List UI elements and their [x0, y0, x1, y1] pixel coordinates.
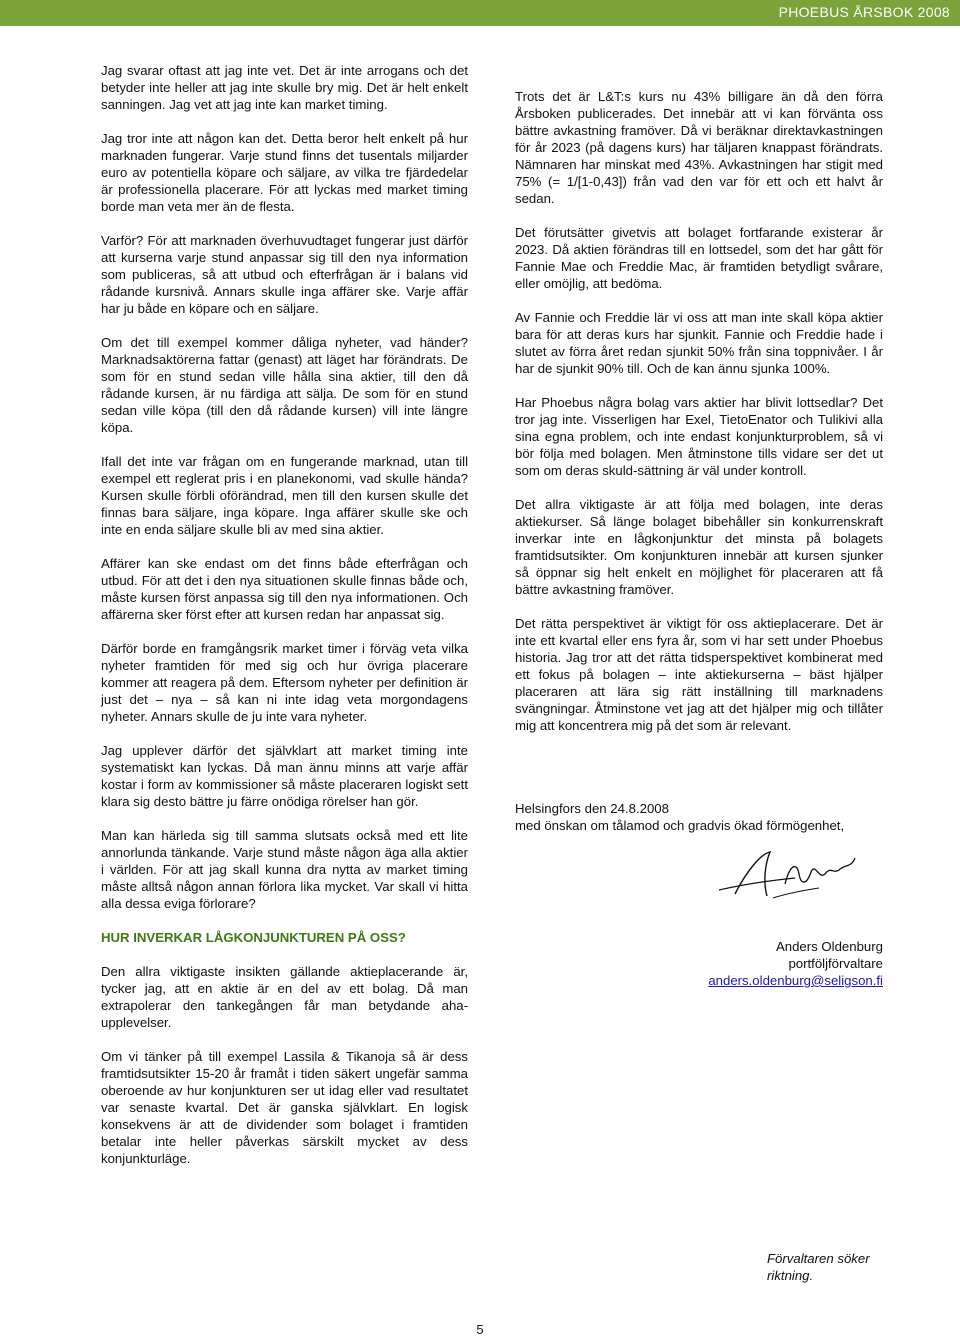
paragraph: Jag tror inte att någon kan det. Detta beror helt enkelt på hur marknaden fungerar. Varje stund finns det tusentals miljarder euro av potentiella köpare och säljare, av vilka tre fjärdedelar är professionella placerare. För att lyckas med market timing borde man veta mer än de flesta. [101, 131, 468, 214]
paragraph: Det rätta perspektivet är viktigt för oss aktieplacerare. Det är inte ett kvartal eller ens fyra år, som vi har sett under Phoebus historia. Jag tror att det rätta tidsperspektivet kombinerat med ett fokus på bolagen – inte aktiekurserna – bäst hjälper placeraren att lära sig rätt inställning till marknadens svängningar. Åtminstone vet jag att det hjälper mig och tillåter mig att koncentrera mig på det som är relevant. [515, 616, 883, 733]
header-title: PHOEBUS ÅRSBOK 2008 [778, 4, 950, 20]
paragraph: Ifall det inte var frågan om en fungerande marknad, utan till exempel ett reglerat pris i en planekonomi, vad skulle hända? Kursen skulle förbli oförändrad, men till den kursen skulle det finnas bara säljare, inga köpare. Inga affärer skulle ske och inte en enda säljare skulle bli av med sina aktier. [101, 454, 468, 537]
signer-role: portföljförvaltare [788, 956, 883, 971]
paragraph: Affärer kan ske endast om det finns både efterfrågan och utbud. För att det i den nya situationen skulle finnas både och, måste kursen först anpassa sig till den nya informationen. Och affärerna sker först efter att kursen redan har anpassat sig. [101, 556, 468, 622]
paragraph: Därför borde en framgångsrik market timer i förväg veta vilka nyheter framtiden för med sig och hur övriga placerare kommer att reagera på dem. Eftersom nyheter per definition är just det – nya – så kan ni inte idag veta morgondagens nyheter. Annars skulle de ju inte vara nyheter. [101, 641, 468, 724]
paragraph: Den allra viktigaste insikten gällande aktieplacerande är, tycker jag, att en aktie är en del av ett bolag. Då man extrapolerar den tankegången får man betydande aha-upplevelser. [101, 964, 468, 1030]
signature-block [708, 938, 883, 989]
paragraph: Trots det är L&T:s kurs nu 43% billigare än då den förra Årsboken publicerades. Det innebär att vi kan förvänta oss bättre avkastning framöver. Då vi beräknar direktavkastningen för år 2023 (på dagens kurs) har täljaren knappast förändrats. Nämnaren har minskat med 43%. Avkastningen har stigit med 75% (= 1/[1-0,43]) från vad den var för ett och ett halvt år sedan. [515, 89, 883, 206]
paragraph: Har Phoebus några bolag vars aktier har blivit lottsedlar? Det tror jag inte. Visserligen har Exel, TietoEnator och Tulikivi alla sina egna problem, och inte endast konjunkturproblem, så vi bör följa med bolagen. Men åtminstone tills vidare ser det ut som om deras skuld-sättning är väl under kontroll. [515, 395, 883, 478]
closing-wish: med önskan om tålamod och gradvis ökad förmögenhet, [515, 818, 845, 833]
section-heading: HUR INVERKAR LÅGKONJUNKTUREN PÅ OSS? [101, 930, 406, 945]
paragraph: Om vi tänker på till exempel Lassila & Tikanoja så är dess framtidsutsikter 15-20 år framåt i tiden säkert ungefär samma oberoende av hur konjunkturen ser ut idag eller vad resultatet var senaste kvartal. Det är ganska självklart. En logisk konsekvens är att de dividender som bolaget i framtiden betalar inte heller påverkas särskilt mycket av dess konjunkturläge. [101, 1049, 468, 1166]
photo-caption: Förvaltaren söker riktning. [767, 1251, 870, 1283]
paragraph: Det förutsätter givetvis att bolaget fortfarande existerar år 2023. Då aktien förändras till en lottsedel, som det har gått för Fannie Mae och Freddie Mac, är framtiden betydligt svårare, eller omöjlig, att bedöma. [515, 225, 883, 291]
paragraph: Jag upplever därför det självklart att market timing inte systematiskt kan lyckas. Då man ännu minns att varje affär kostar i form av kommissioner så måste placeraren logiskt sett klara sig desto bättre ju färre onödiga rörelser han gör. [101, 743, 468, 809]
page-number: 5 [476, 1322, 484, 1337]
paragraph: Jag svarar oftast att jag inte vet. Det är inte arrogans och det betyder inte heller att jag inte skulle bry mig. Det är helt enkelt sanningen. Jag vet att jag inte kan market timing. [101, 63, 468, 112]
paragraph: Varför? För att marknaden överhuvudtaget fungerar just därför att kurserna varje stund anpassar sig till den nya information som publiceras, så att utbud och efterfrågan är i balans vid rådande kursnivå. Annars skulle inga affärer ske. Varje affär har ju både en köpare och en säljare. [101, 233, 468, 316]
paragraph: Av Fannie och Freddie lär vi oss att man inte skall köpa aktier bara för att deras kurs har sjunkit. Fannie och Freddie hade i slutet av förra året redan sjunkit 50% från sina toppnivåer. I år har de sjunkit 90% till. Och de kan ännu sjunka 100%. [515, 310, 883, 376]
email-link[interactable]: anders.oldenburg@seligson.fi [708, 973, 883, 988]
left-column [101, 62, 468, 1184]
closing-block [515, 800, 883, 988]
place-date: Helsingfors den 24.8.2008 [515, 801, 669, 816]
handwritten-signature [715, 844, 865, 904]
signer-name: Anders Oldenburg [775, 939, 883, 954]
right-column [515, 88, 883, 751]
closing-text [515, 800, 883, 834]
paragraph: Man kan härleda sig till samma slutsats också med ett lite annorlunda tänkande. Varje stund måste någon äga alla aktier i världen. För att jag skall kunna dra nytta av market timing måste alltså någon annan förlora lika mycket. Var skall vi hitta alla dessa eviga förlorare? [101, 828, 468, 911]
header-bar [0, 0, 960, 26]
paragraph: Det allra viktigaste är att följa med bolagen, inte deras aktiekurser. Så länge bolaget bibehåller sin konkurrenskraft inverkar inte en lågkonjunktur det minsta på bolagets framtidsutsikter. Om konjunkturen innebär att kursen sjunker så öppnar sig helt enkelt en möjlighet för placeraren att få bättre avkastning framöver. [515, 497, 883, 597]
paragraph: Om det till exempel kommer dåliga nyheter, vad händer? Marknadsaktörerna fattar (genast) att läget har förändrats. De som för en stund sedan ville hålla sina aktier, till den då rådande kursen, är nu färdiga att sälja. De som för en stund sedan ville köpa (till den då rådande kursen) vill inte längre köpa. [101, 335, 468, 435]
